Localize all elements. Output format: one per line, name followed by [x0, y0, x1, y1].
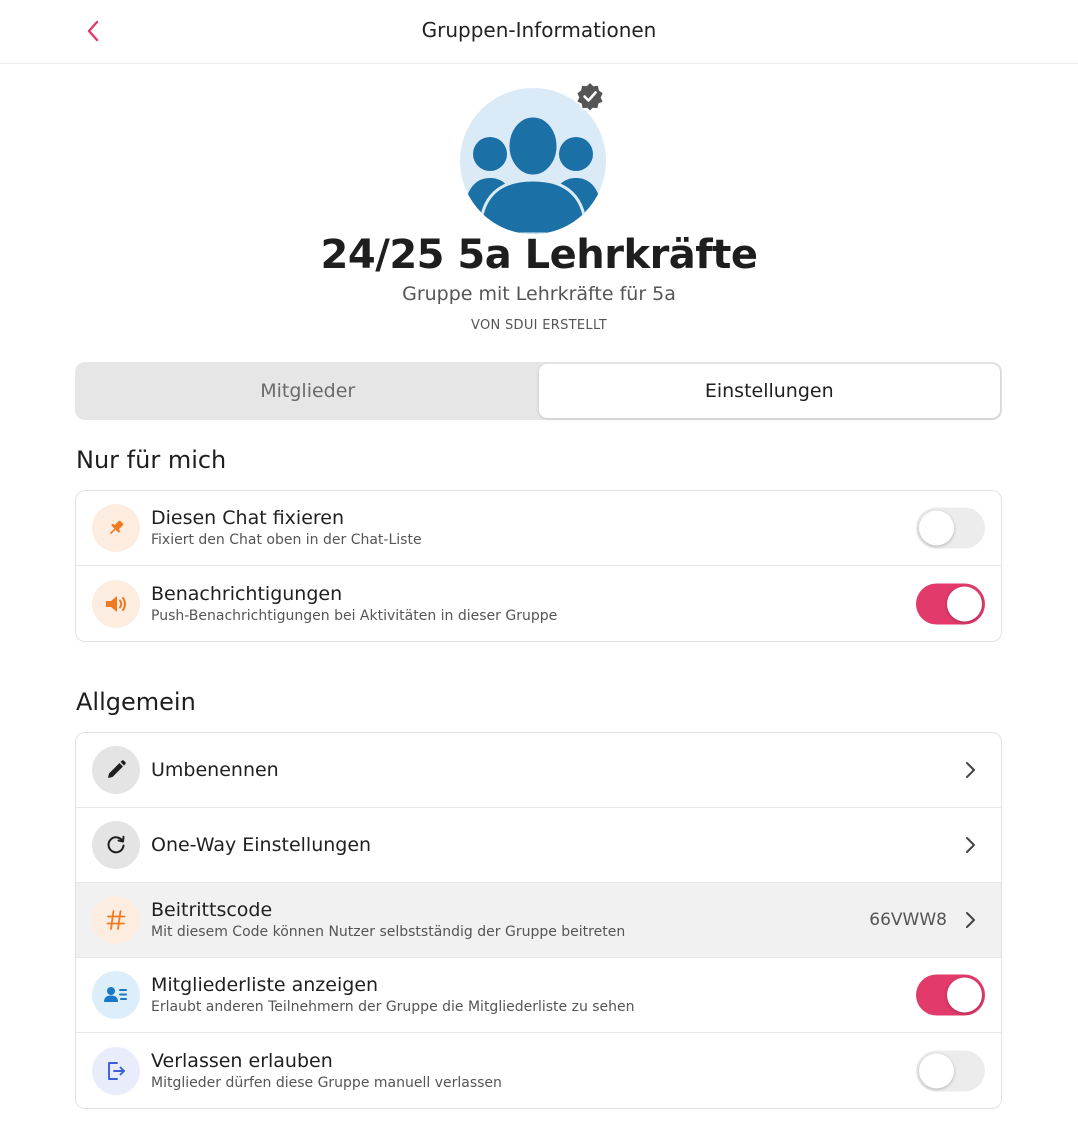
pin-icon-wrap	[92, 504, 140, 552]
join-code-value: 66VWW8	[869, 910, 947, 930]
allow-leave-toggle[interactable]	[916, 1050, 985, 1091]
exit-icon-wrap	[92, 1047, 140, 1095]
toggle-knob	[919, 1053, 954, 1088]
toggle-knob	[947, 978, 982, 1013]
personal-settings-card	[75, 490, 1002, 642]
toggle-knob	[947, 586, 982, 621]
row-title: Beitrittscode	[151, 899, 273, 921]
top-bar	[0, 0, 1078, 64]
refresh-icon	[104, 833, 128, 857]
group-name: 24/25 5a Lehrkräfte	[320, 232, 758, 278]
row-title: Benachrichtigungen	[151, 582, 343, 605]
toggle-knob	[919, 511, 954, 546]
pencil-icon	[105, 759, 127, 781]
row-title: One-Way Einstellungen	[151, 834, 372, 856]
show-member-list-row[interactable]	[76, 958, 1001, 1033]
notifications-toggle[interactable]	[916, 583, 985, 624]
tab-settings[interactable]: Einstellungen	[539, 364, 1001, 418]
row-title: Diesen Chat fixieren	[151, 507, 345, 529]
section-title-general: Allgemein	[76, 688, 196, 716]
row-subtitle: Mit diesem Code können Nutzer selbstständig der Gruppe beitreten	[151, 924, 626, 940]
refresh-icon-wrap	[92, 821, 140, 869]
pin-chat-row[interactable]	[76, 491, 1001, 566]
chevron-right-icon	[963, 835, 977, 855]
general-settings-card	[75, 732, 1002, 1109]
verified-badge-icon	[574, 80, 606, 112]
section-title-personal: Nur für mich	[76, 446, 227, 474]
chevron-right-icon	[963, 910, 977, 930]
pencil-icon-wrap	[92, 746, 140, 794]
allow-leave-row[interactable]	[76, 1033, 1001, 1108]
pin-icon	[105, 517, 127, 539]
row-title: Mitgliederliste anzeigen	[151, 974, 379, 996]
one-way-settings-row[interactable]	[76, 808, 1001, 883]
notifications-row[interactable]	[76, 566, 1001, 641]
row-subtitle: Erlaubt anderen Teilnehmern der Gruppe die Mitgliederliste zu sehen	[151, 999, 635, 1015]
speaker-icon-wrap	[92, 580, 140, 628]
member-list-icon-wrap	[92, 971, 140, 1019]
page-title: Gruppen-Informationen	[421, 18, 657, 42]
chevron-right-icon	[963, 760, 977, 780]
member-list-icon	[103, 984, 129, 1006]
rename-row[interactable]	[76, 733, 1001, 808]
row-subtitle: Fixiert den Chat oben in der Chat-Liste	[151, 532, 422, 548]
row-subtitle: Mitglieder dürfen diese Gruppe manuell verlassen	[151, 1074, 502, 1091]
join-code-row[interactable]	[76, 883, 1001, 958]
exit-icon	[104, 1059, 128, 1083]
row-title: Umbenennen	[151, 759, 279, 781]
row-subtitle: Push-Benachrichtigungen bei Aktivitäten in dieser Gruppe	[151, 607, 558, 624]
speaker-icon	[103, 593, 129, 615]
row-title: Verlassen erlauben	[151, 1049, 333, 1072]
tab-members[interactable]: Mitglieder	[260, 380, 356, 402]
pin-chat-toggle[interactable]	[916, 508, 985, 549]
group-description: Gruppe mit Lehrkräfte für 5a	[402, 283, 676, 305]
member-list-toggle[interactable]	[916, 975, 985, 1016]
hashtag-icon	[104, 908, 128, 932]
created-by-label: VON SDUI ERSTELLT	[471, 318, 607, 333]
hashtag-icon-wrap	[92, 896, 140, 944]
tab-switcher	[75, 362, 1002, 420]
